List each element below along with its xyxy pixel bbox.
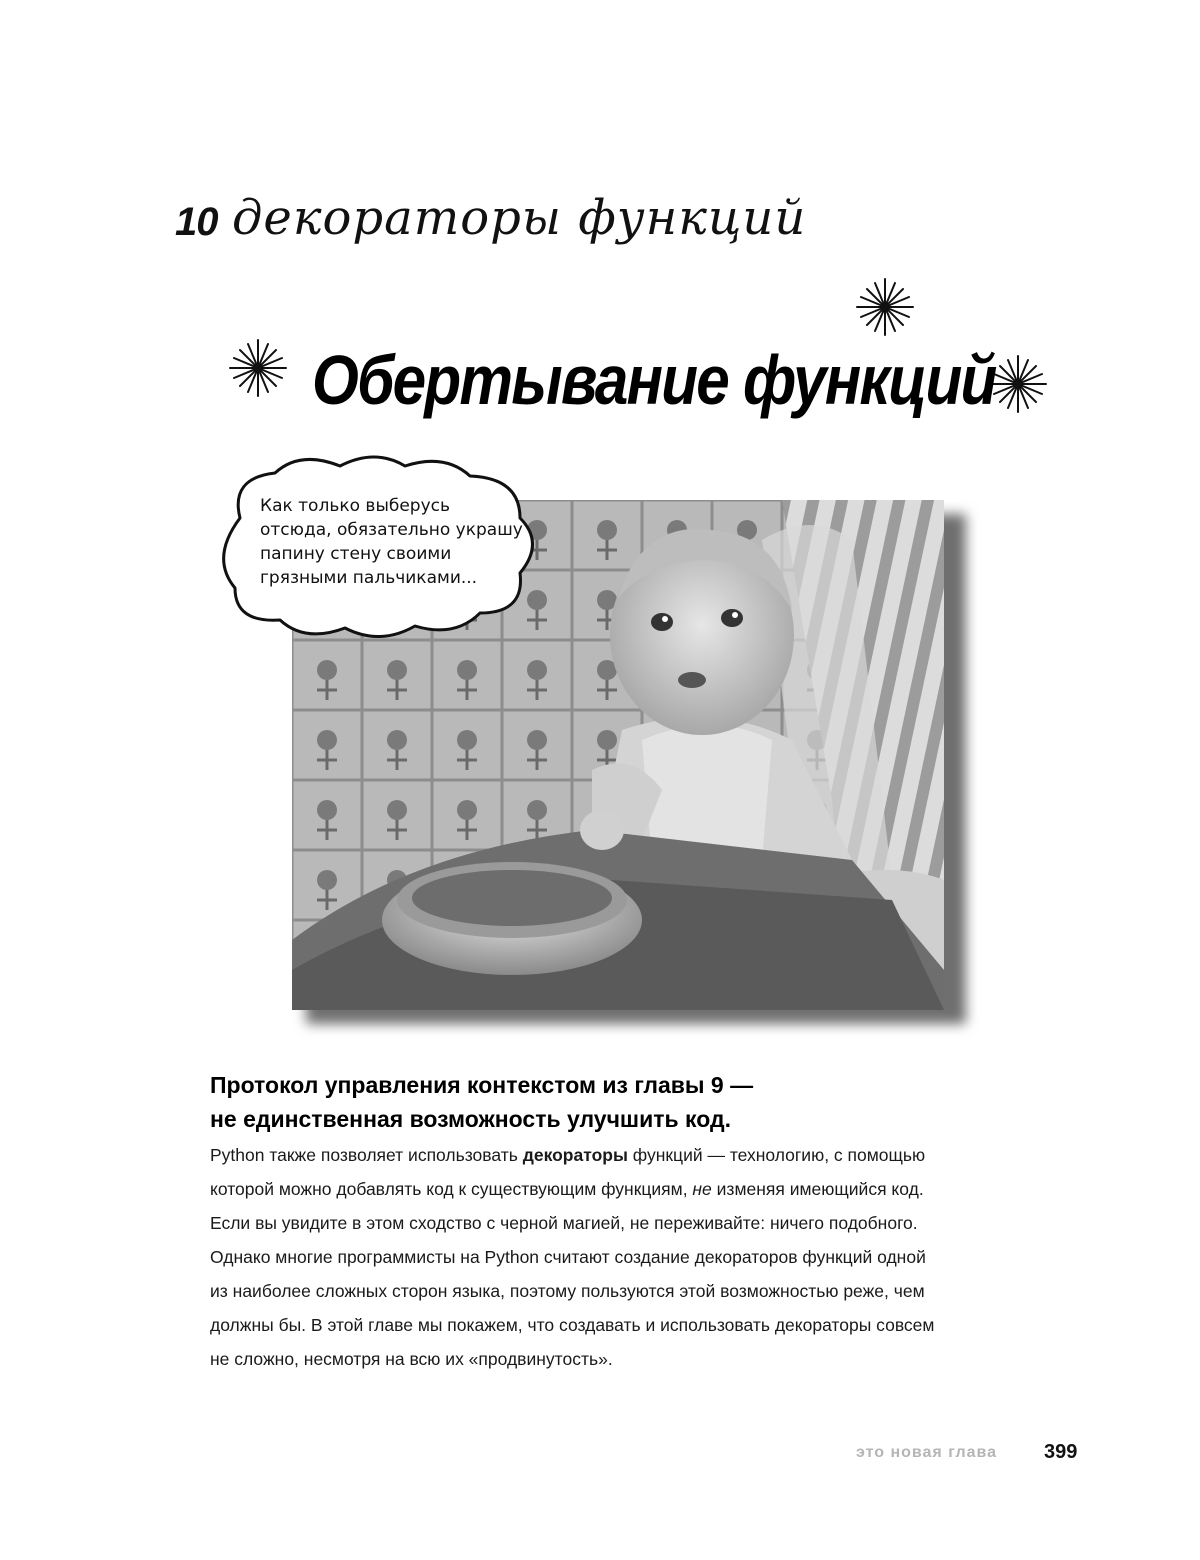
body-line: не сложно, несмотря на всю их «продвинутость». <box>210 1349 613 1369</box>
lead-paragraph <box>210 1068 1010 1136</box>
page-title: Обертывание функций <box>312 341 996 419</box>
italic-term: не <box>692 1179 712 1199</box>
body-line <box>210 1172 1030 1206</box>
body-line: Однако многие программисты на Python считают создание декораторов функций одной <box>210 1247 926 1267</box>
body-line: должны бы. В этой главе мы покажем, что создавать и использовать декораторы совсем <box>210 1315 935 1335</box>
sparkle-star-icon <box>855 277 915 337</box>
bubble-line: Как только выберусь <box>260 496 451 516</box>
text-run: изменяя имеющийся код. <box>711 1179 924 1199</box>
page-number: 399 <box>1044 1441 1078 1463</box>
body-paragraph <box>210 1138 1030 1376</box>
bubble-line: грязными пальчиками... <box>260 568 478 588</box>
lead-line: не единственная возможность улучшить код. <box>210 1106 731 1132</box>
text-run: которой можно добавлять код к существующим функциям, <box>210 1179 693 1199</box>
footer-label: это новая глава <box>856 1444 998 1461</box>
sparkle-star-icon <box>228 338 288 398</box>
bold-term: декораторы <box>522 1145 628 1165</box>
bubble-text <box>260 494 530 590</box>
text-run: Python также позволяет использовать <box>210 1145 523 1165</box>
body-line: Если вы увидите в этом сходство с черной магией, не переживайте: ничего подобного. <box>210 1213 918 1233</box>
body-line: из наиболее сложных сторон языка, поэтому пользуются этой возможностью реже, чем <box>210 1281 925 1301</box>
chapter-name: декораторы функций <box>232 190 807 246</box>
bubble-line: отсюда, обязательно украшу <box>260 520 523 540</box>
sparkle-star-icon <box>988 354 1048 414</box>
text-run: функций — технологию, с помощью <box>627 1145 926 1165</box>
body-line <box>210 1138 1030 1172</box>
bubble-line: папину стену своими <box>260 544 452 564</box>
lead-line: Протокол управления контекстом из главы 9 — <box>210 1072 754 1098</box>
chapter-number: 10 <box>175 200 218 244</box>
